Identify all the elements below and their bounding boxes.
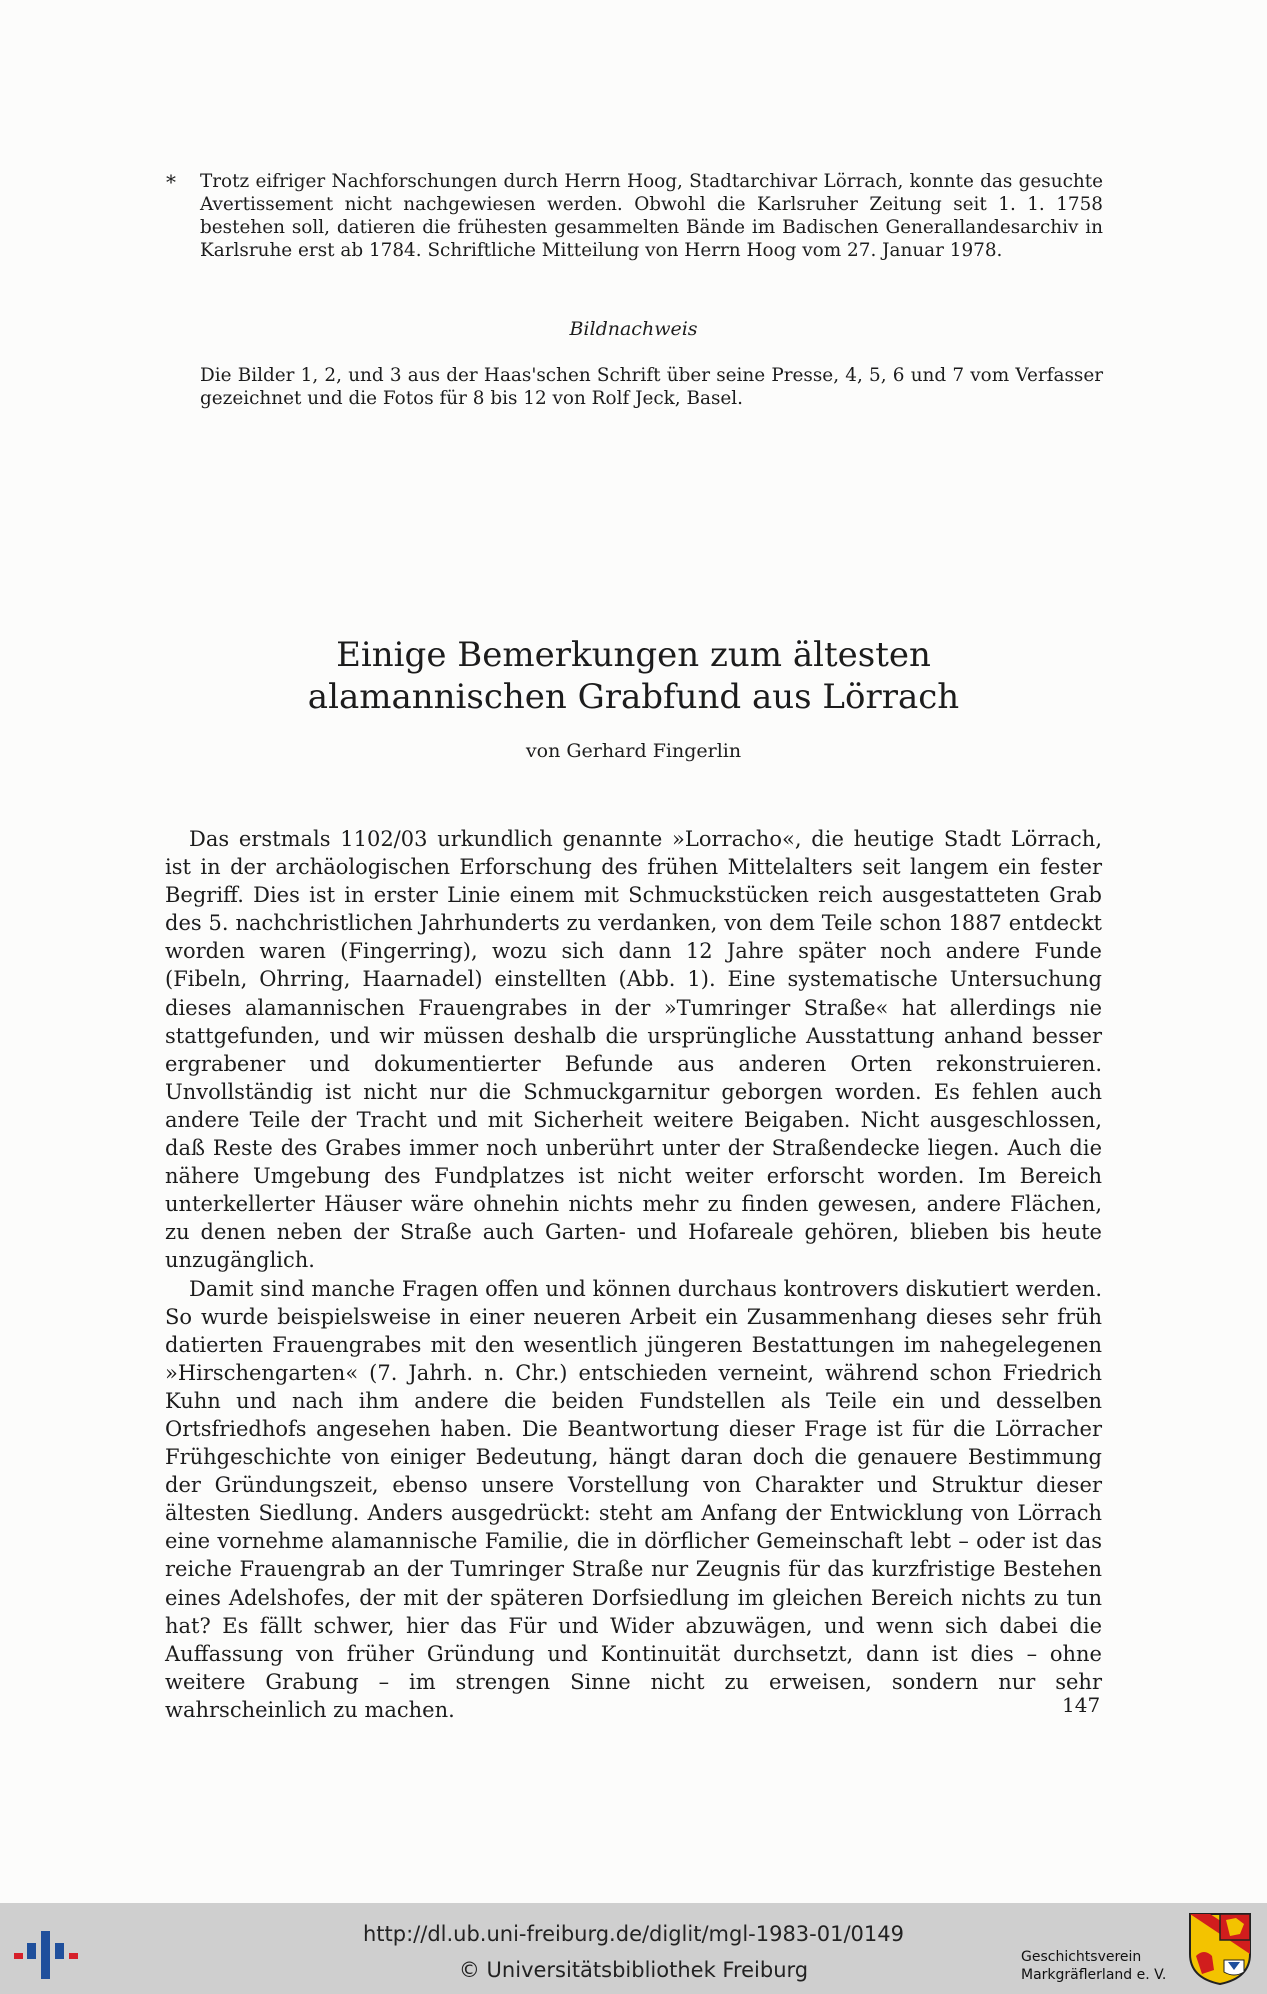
footnote-text: Trotz eifriger Nachforschungen durch Herrn Hoog, Stadtarchivar Lörrach, konnte das gesuchte Avertissement nicht nachgewiesen werden. Obwohl die Karlsruher Zeitung seit 1. 1. 1758 bestehen soll, datieren die frühesten gesammelten Bände im Badischen Generallandesarchiv in Karlsruhe erst ab 1784. Schriftliche Mitteilung von Herrn Hoog vom 27. Januar 1978. bbox=[200, 171, 1103, 261]
picture-credits-heading: Bildnachweis bbox=[569, 318, 698, 340]
coat-of-arms-icon[interactable] bbox=[1188, 1912, 1252, 1986]
society-name-line-1: Geschichtsverein bbox=[1021, 1949, 1142, 1965]
document-permalink[interactable]: http://dl.ub.uni-freiburg.de/diglit/mgl-1983-01/0149 bbox=[362, 1922, 904, 1946]
article-body bbox=[165, 825, 1102, 1724]
article-title-line-2: alamannischen Grabfund aus Lörrach bbox=[307, 677, 960, 717]
footnote-marker: * bbox=[166, 170, 176, 194]
picture-credits-text: Die Bilder 1, 2, und 3 aus der Haas'schen Schrift über seine Presse, 4, 5, 6 und 7 vom Verfasser gezeichnet und die Fotos für 8 bis 12 von Rolf Jeck, Basel. bbox=[200, 365, 1103, 409]
copyright-notice: © Universitätsbibliothek Freiburg bbox=[458, 1958, 809, 1982]
footer-bar bbox=[0, 1903, 1267, 1994]
article-author: von Gerhard Fingerlin bbox=[525, 740, 742, 762]
page-number: 147 bbox=[1062, 1693, 1101, 1717]
society-name bbox=[1021, 1948, 1181, 1984]
article-title-line-1: Einige Bemerkungen zum ältesten bbox=[336, 635, 931, 675]
article-title bbox=[0, 634, 1267, 718]
society-name-line-2: Markgräflerland e. V. bbox=[1021, 1967, 1167, 1983]
body-paragraph-1: Das erstmals 1102/03 urkundlich genannte »Lorracho«, die heutige Stadt Lörrach, ist in der archäologischen Erforschung des frühen Mittelalters seit langem ein fester Begriff. Dies ist in erster Linie einem mit Schmuckstücken reich ausgestatteten Grab des 5. nachchristlichen Jahrhunderts zu verdanken, von dem Teile schon 1887 entdeckt worden waren (Fingerring), wozu sich dann 12 Jahre später noch andere Funde (Fibeln, Ohrring, Haarnadel) einstellten (Abb. 1). Eine systematische Untersuchung dieses alamannischen Frauengrabes in der »Tumringer Straße« hat allerdings nie stattgefunden, und wir müssen deshalb die ursprüngliche Ausstattung anhand besser ergrabener und dokumentierter Befunde aus anderen Orten rekonstruieren. Unvollständig ist nicht nur die Schmuckgarnitur geborgen worden. Es fehlen auch andere Teile der Tracht und mit Sicherheit weitere Beigaben. Nicht ausgeschlossen, daß Reste des Grabes immer noch unberührt unter der Straßendecke liegen. Auch die nähere Umgebung des Fundplatzes ist nicht weiter erforscht worden. Im Bereich unterkellerter Häuser wäre ohnehin nichts mehr zu finden gewesen, andere Flächen, zu denen neben der Straße auch Garten- und Hofareale gehören, blieben bis heute unzugänglich. bbox=[165, 827, 1102, 1273]
body-paragraph-2: Damit sind manche Fragen offen und können durchaus kontrovers diskutiert werden. So wurde beispielsweise in einer neueren Arbeit ein Zusammenhang dieses sehr früh datierten Frauengrabes mit den wesentlich jüngeren Bestattungen im nahegelegenen »Hirschengarten« (7. Jahrh. n. Chr.) entschieden verneint, während schon Friedrich Kuhn und nach ihm andere die beiden Fundstellen als Teile ein und desselben Ortsfriedhofs angesehen haben. Die Beantwortung dieser Frage ist für die Lörracher Frühgeschichte von einiger Bedeutung, hängt daran doch die genauere Bestimmung der Gründungszeit, ebenso unsere Vorstellung von Charakter und Struktur dieser ältesten Siedlung. Anders ausgedrückt: steht am Anfang der Entwicklung von Lörrach eine vornehme alamannische Familie, die in dörflicher Gemeinschaft lebt – oder ist das reiche Frauengrab an der Tumringer Straße nur Zeugnis für das kurzfristige Bestehen eines Adelshofes, der mit der späteren Dorfsiedlung im gleichen Bereich nichts zu tun hat? Es fällt schwer, hier das Für und Wider abzuwägen, und wenn sich dabei die Auffassung von früher Gründung und Kontinuität durchsetzt, dann ist dies – ohne weitere Grabung – im strengen Sinne nicht zu erweisen, sondern nur sehr wahrscheinlich zu machen. bbox=[165, 1276, 1102, 1722]
